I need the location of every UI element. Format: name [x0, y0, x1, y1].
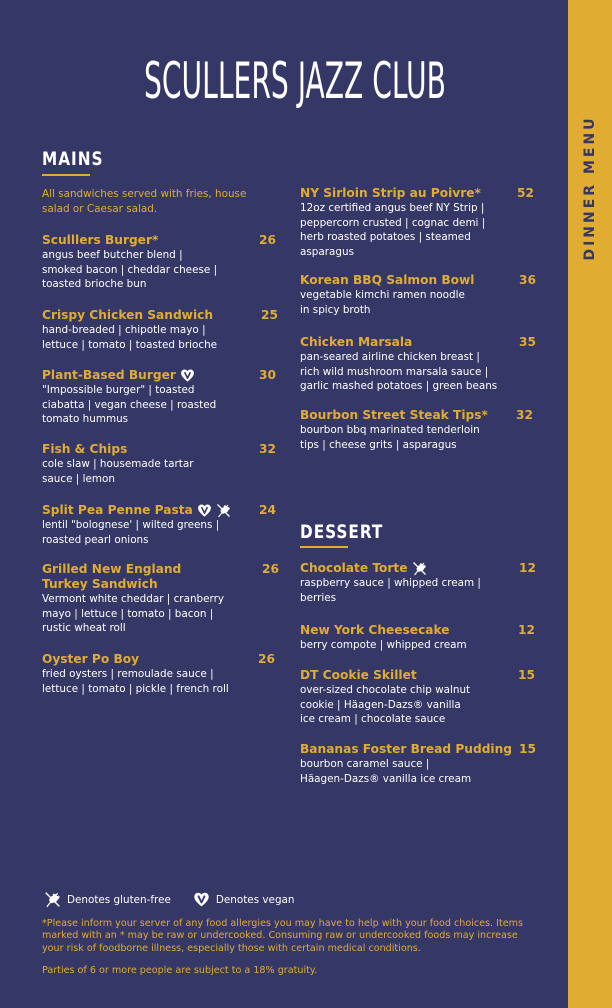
- sandwich-note: All sandwiches served with fries, house salad or Caesar salad.: [42, 188, 247, 215]
- item-price: 26: [258, 652, 275, 666]
- gluten-free-icon: [216, 503, 231, 518]
- menu-item-dt-cookie-skillet: [300, 668, 470, 727]
- svg-text:SCULLERS JAZZ CLUB: SCULLERS JAZZ CLUB: [144, 52, 446, 110]
- menu-item-new-york-cheesecake: [300, 623, 467, 653]
- item-description: vegetable kimchi ramen noodle in spicy broth: [300, 289, 465, 316]
- item-description: raspberry sauce | whipped cream | berries: [300, 577, 481, 604]
- menu-item-sculllers-burger: [42, 233, 217, 292]
- item-price: 12: [518, 623, 535, 637]
- menu-item-crispy-chicken-sandwich: [42, 308, 217, 352]
- item-name: New York Cheesecake: [300, 623, 450, 637]
- item-price: 24: [259, 503, 276, 517]
- mains-title: MAINS: [42, 148, 104, 171]
- dessert-title-underline: [300, 546, 348, 548]
- menu-item-plant-based-burger: [42, 368, 216, 427]
- item-price: 36: [519, 273, 536, 287]
- vegan-legend-text: Denotes vegan: [215, 893, 295, 906]
- item-description: berry compote | whipped cream: [300, 639, 467, 651]
- item-name: NY Sirloin Strip au Poivre*: [300, 186, 481, 200]
- gluten-free-icon: [44, 891, 61, 908]
- item-description: "Impossible burger" | toasted ciabatta | vegan cheese | roasted tomato hummus: [42, 384, 217, 425]
- club-logo: [142, 44, 448, 110]
- item-description: 12oz certified angus beef NY Strip | peppercorn crusted | cognac demi | herb roasted potatoes | steamed asparagus: [300, 202, 486, 258]
- item-price: 26: [262, 562, 279, 576]
- item-price: 32: [259, 442, 276, 456]
- menu-item-oyster-po-boy: [42, 652, 229, 696]
- item-name: Fish & Chips: [42, 442, 128, 456]
- item-name: Korean BBQ Salmon Bowl: [300, 273, 475, 287]
- item-price: 35: [519, 335, 536, 349]
- menu-item-chocolate-torte: [300, 561, 481, 605]
- mains-title-underline: [42, 174, 90, 176]
- item-description: over-sized chocolate chip walnut cookie | Häagen-Dazs® vanilla ice cream | chocolate sauce: [300, 684, 471, 725]
- item-price: 30: [259, 368, 276, 382]
- icon-legend: [44, 891, 295, 908]
- vegan-icon: [193, 891, 210, 908]
- item-description: bourbon caramel sauce | Häagen-Dazs® vanilla ice cream: [300, 758, 472, 785]
- menu-item-grilled-turkey-sandwich: [42, 562, 224, 636]
- menu-item-korean-bbq-salmon-bowl: [300, 273, 474, 317]
- item-name: DT Cookie Skillet: [300, 668, 417, 682]
- gratuity-note: Parties of 6 or more people are subject to a 18% gratuity.: [42, 965, 318, 976]
- item-price: 15: [518, 668, 535, 682]
- item-description: bourbon bbq marinated tenderloin tips | cheese grits | asparagus: [300, 424, 480, 451]
- item-name: Chicken Marsala: [300, 335, 413, 349]
- item-name: Bourbon Street Steak Tips*: [300, 408, 488, 422]
- gluten-free-icon: [412, 561, 427, 576]
- item-price: 25: [261, 308, 278, 322]
- item-description: fried oysters | remoulade sauce | lettuce | tomato | pickle | french roll: [42, 668, 229, 695]
- menu-item-bananas-foster-bread-pudding: [300, 742, 512, 786]
- vegan-icon: [197, 503, 212, 518]
- item-description: cole slaw | housemade tartar sauce | lemon: [42, 458, 194, 485]
- dessert-title: DESSERT: [300, 521, 384, 544]
- item-price: 26: [259, 233, 276, 247]
- item-price: 32: [516, 408, 533, 422]
- item-description: hand-breaded | chipotle mayo | lettuce | tomato | toasted brioche: [42, 324, 218, 351]
- item-name: Sculllers Burger*: [42, 233, 159, 247]
- gluten-free-legend-text: Denotes gluten-free: [67, 893, 171, 906]
- item-name: Oyster Po Boy: [42, 652, 140, 666]
- item-name: Chocolate Torte: [300, 561, 408, 575]
- item-description: angus beef butcher blend | smoked bacon | cheddar cheese | toasted brioche bun: [42, 249, 218, 290]
- item-name: Split Pea Penne Pasta: [42, 503, 193, 517]
- item-name: Crispy Chicken Sandwich: [42, 308, 214, 322]
- menu-item-ny-sirloin-strip: [300, 186, 485, 259]
- item-name: Plant-Based Burger: [42, 368, 176, 382]
- item-name: Bananas Foster Bread Pudding: [300, 742, 513, 756]
- item-description: lentil "bolognese' | wilted greens | roasted pearl onions: [42, 519, 220, 546]
- menu-item-bourbon-street-steak-tips: [300, 408, 488, 452]
- vegan-icon: [180, 368, 195, 383]
- item-description: pan-seared airline chicken breast | rich wild mushroom marsala sauce | garlic mashed potatoes | green beans: [300, 351, 498, 392]
- item-price: 12: [519, 561, 536, 575]
- item-price: 52: [517, 186, 534, 200]
- item-price: 15: [519, 742, 536, 756]
- menu-item-fish-and-chips: [42, 442, 193, 486]
- item-name: Grilled New England Turkey Sandwich: [42, 562, 182, 591]
- menu-item-split-pea-penne-pasta: [42, 503, 231, 547]
- dinner-menu-label: DINNER MENU: [582, 115, 598, 261]
- allergy-footnote: *Please inform your server of any food allergies you may have to help with your food choices. Items marked with an * may be raw or undercooked. Consuming raw or undercooked foods may increase your risk of foodborne illness, especially those with certain medical conditions.: [42, 918, 523, 954]
- menu-item-chicken-marsala: [300, 335, 497, 394]
- item-description: Vermont white cheddar | cranberry mayo | lettuce | tomato | bacon | rustic wheat roll: [42, 593, 225, 634]
